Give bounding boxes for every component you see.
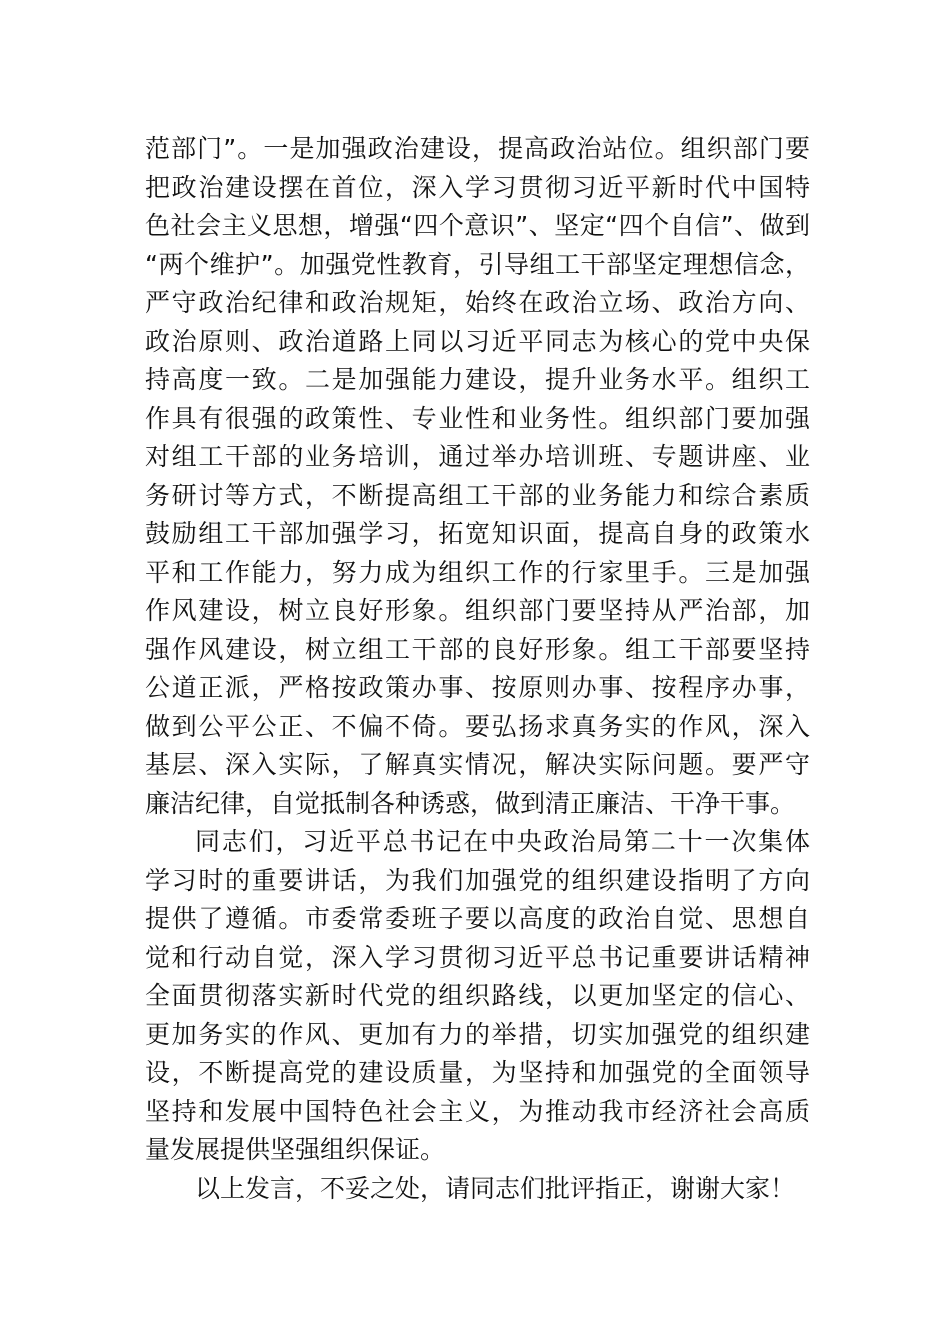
text-line: 务研讨等方式，不断提高组工干部的业务能力和综合素质: [145, 480, 810, 510]
text-line: 做到公平公正、不偏不倚。要弘扬求真务实的作风，深入: [145, 711, 810, 741]
text-line: 平和工作能力，努力成为组织工作的行家里手。三是加强: [145, 557, 810, 587]
text-line: 提供了遵循。市委常委班子要以高度的政治自觉、思想自: [145, 904, 810, 933]
text-line: 政治原则、政治道路上同以习近平同志为核心的党中央保: [145, 326, 810, 356]
text-line: 鼓励组工干部加强学习，拓宽知识面，提高自身的政策水: [145, 519, 810, 548]
text-line: 学习时的重要讲话，为我们加强党的组织建设指明了方向: [145, 865, 810, 895]
body-text: [145, 130, 810, 1208]
text-line: 强作风建设，树立组工干部的良好形象。组工干部要坚持: [145, 634, 810, 664]
text-line: 觉和行动自觉，深入学习贯彻习近平总书记重要讲话精神: [145, 942, 810, 972]
text-line: “两个维护”。加强党性教育，引导组工干部坚定理想信念，: [145, 249, 810, 279]
text-line: 对组工干部的业务培训，通过举办培训班、专题讲座、业: [145, 442, 810, 471]
text-line: 廉洁纪律，自觉抵制各种诱惑，做到清正廉洁、干净干事。: [145, 788, 796, 818]
text-line: 量发展提供坚强组织保证。: [145, 1135, 446, 1164]
closing-line: 以上发言，不妥之处，请同志们批评指正，谢谢大家！: [195, 1173, 796, 1203]
text-line: 公道正派，严格按政策办事、按原则办事、按程序办事，: [145, 673, 810, 702]
text-line: 持高度一致。二是加强能力建设，提升业务水平。组织工: [145, 365, 810, 394]
text-line: 坚持和发展中国特色社会主义，为推动我市经济社会高质: [145, 1096, 810, 1126]
text-line: 作具有很强的政策性、专业性和业务性。组织部门要加强: [145, 403, 810, 433]
text-line: 作风建设，树立良好形象。组织部门要坚持从严治部，加: [145, 596, 810, 625]
text-line: 把政治建设摆在首位，深入学习贯彻习近平新时代中国特: [145, 172, 810, 202]
text-line: 色社会主义思想，增强“四个意识”、坚定“四个自信”、做到: [145, 211, 810, 240]
text-line: 更加务实的作风、更加有力的举措，切实加强党的组织建: [145, 1019, 810, 1049]
text-line: 范部门”。一是加强政治建设，提高政治站位。组织部门要: [145, 134, 810, 163]
text-line: 全面贯彻落实新时代党的组织路线，以更加坚定的信心、: [145, 981, 810, 1010]
text-line: 基层、深入实际，了解真实情况，解决实际问题。要严守: [145, 750, 810, 779]
paragraph-start-line: 同志们，习近平总书记在中央政治局第二十一次集体: [195, 827, 810, 856]
text-line: 设，不断提高党的建设质量，为坚持和加强党的全面领导: [145, 1058, 810, 1087]
text-line: 严守政治纪律和政治规矩，始终在政治立场、政治方向、: [145, 288, 810, 317]
